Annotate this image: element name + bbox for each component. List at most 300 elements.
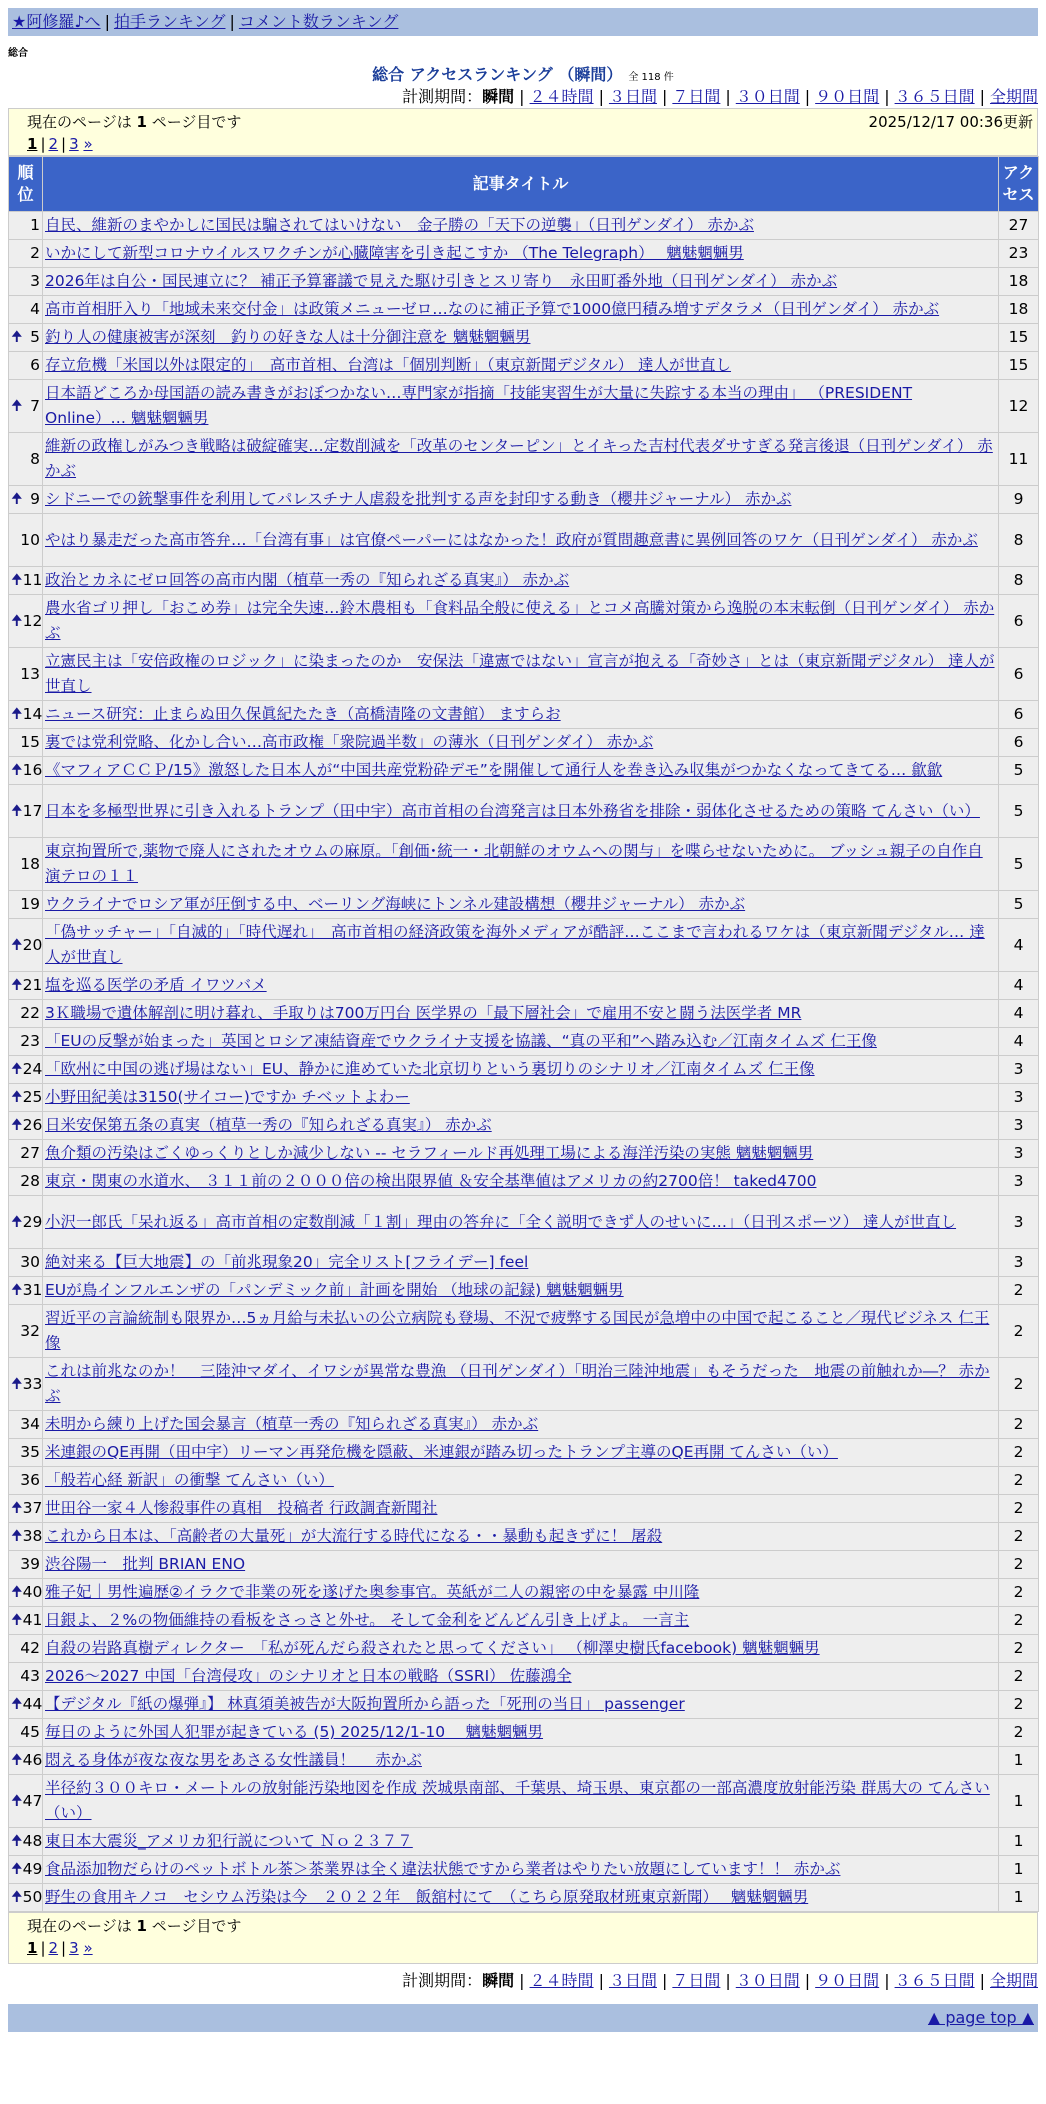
article-link[interactable]: 日本語どころか母国語の読み書きがおぼつかない…専門家が指摘「技能実習生が大量に失踪する本当の理由」 （PRESIDENT Online）… 魑魅魍魎男: [45, 384, 913, 427]
table-row: [9, 1112, 1039, 1140]
rank-up-arrow-icon: 🠉: [11, 1752, 23, 1768]
article-link[interactable]: 渋谷陽一 批判 BRIAN ENO: [45, 1555, 246, 1573]
table-row: [9, 1439, 1039, 1467]
ranking-heading: [0, 64, 1046, 86]
title-cell: [43, 567, 999, 595]
table-row: [9, 1856, 1039, 1884]
page-links: [27, 1937, 1037, 1959]
rank-cell: [9, 1196, 43, 1249]
rank-number: 48: [22, 1832, 43, 1850]
article-link[interactable]: 絶対来る【巨大地震】の「前兆現象20」完全リスト[フライデー] feel: [45, 1253, 529, 1271]
rank-number: 31: [22, 1281, 43, 1299]
article-link[interactable]: 2026〜2027 中国「台湾侵攻」のシナリオと日本の戦略（SSRI） 佐藤鴻全: [45, 1667, 572, 1685]
access-count: 15: [999, 352, 1039, 380]
access-count: 27: [999, 212, 1039, 240]
title-cell: [43, 595, 999, 648]
title-cell: [43, 1084, 999, 1112]
article-link[interactable]: ニュース研究：止まらぬ田久保眞紀たたき（高橋清隆の文書館） ますらお: [45, 705, 561, 723]
table-row: [9, 1196, 1039, 1249]
rank-cell: [9, 1828, 43, 1856]
article-link[interactable]: 半径約３００キロ・メートルの放射能汚染地図を作成 茨城県南部、千葉県、埼玉県、東京都の一部高濃度放射能汚染 群馬大の てんさい（い）: [45, 1779, 990, 1822]
total-count: 全 118 件: [628, 72, 674, 83]
period-selector-bottom: [0, 1970, 1038, 1992]
page-current: 1: [27, 135, 38, 153]
article-link[interactable]: 「EUの反撃が始まった」英国とロシア凍結資産でウクライナ支援を協議、“真の平和”へ踏み込む／江南タイムズ 仁王像: [45, 1032, 877, 1050]
rank-cell: [9, 757, 43, 785]
rank-cell: [9, 1635, 43, 1663]
page-divider: |: [40, 135, 46, 153]
article-link[interactable]: 「偽サッチャー」「自滅的」「時代遅れ」 高市首相の経済政策を海外メディアが酷評…ここまで言われるワケは（東京新聞デジタル… 達人が世直し: [45, 923, 985, 966]
article-link[interactable]: ウクライナでロシア軍が圧倒する中、ベーリング海峡にトンネル建設構想（櫻井ジャーナル） 赤かぶ: [45, 895, 746, 913]
rank-number: 37: [22, 1499, 43, 1517]
current-page-text: [27, 1915, 1037, 1937]
rank-cell: [9, 212, 43, 240]
page-link[interactable]: 3: [69, 1939, 79, 1957]
home-link[interactable]: ★阿修羅♪へ: [12, 12, 101, 31]
current-page-number: 1: [136, 1917, 147, 1935]
rank-number: 9: [30, 490, 40, 508]
title-cell: [43, 1305, 999, 1358]
rank-cell: [9, 919, 43, 972]
rank-up-arrow-icon: 🠉: [11, 1696, 23, 1712]
rank-up-arrow-icon: 🠉: [11, 1612, 23, 1628]
access-count: 2: [999, 1305, 1039, 1358]
article-link[interactable]: 塩を巡る医学の矛盾 イワツバメ: [45, 976, 267, 994]
period-divider: |: [979, 87, 985, 106]
rank-up-arrow-icon: 🠉: [11, 936, 23, 953]
title-cell: [43, 1775, 999, 1828]
ranking-table: [8, 156, 1039, 1912]
access-count: 2: [999, 1277, 1039, 1305]
rank-cell: [9, 729, 43, 757]
article-link[interactable]: 裏では党利党略、化かし合い…高市政権「衆院過半数」の薄氷（日刊ゲンダイ） 赤かぶ: [45, 733, 654, 751]
period-selector-top: [0, 86, 1038, 108]
title-cell: [43, 352, 999, 380]
table-row: [9, 757, 1039, 785]
title-cell: [43, 1495, 999, 1523]
table-row: [9, 1305, 1039, 1358]
period-link[interactable]: ３０日間: [735, 87, 800, 106]
period-link[interactable]: ９０日間: [815, 1971, 880, 1990]
period-link[interactable]: ７日間: [672, 1971, 721, 1990]
rank-cell: [9, 1056, 43, 1084]
rank-cell: [9, 433, 43, 486]
period-link[interactable]: ３０日間: [735, 1971, 800, 1990]
access-header: アクセス: [999, 157, 1039, 212]
access-count: 2: [999, 1495, 1039, 1523]
rank-cell: [9, 701, 43, 729]
rank-number: 40: [22, 1583, 43, 1601]
period-link[interactable]: ３日間: [608, 87, 657, 106]
page-current: 1: [27, 1939, 38, 1957]
rank-up-arrow-icon: 🠉: [11, 1117, 23, 1133]
nav-divider: |: [229, 12, 235, 31]
rank-number: 50: [22, 1888, 43, 1906]
rank-cell: [9, 1523, 43, 1551]
article-link[interactable]: 日米安保第五条の真実（植草一秀の『知られざる真実』） 赤かぶ: [45, 1116, 492, 1134]
rank-number: 4: [30, 300, 40, 318]
table-row: [9, 212, 1039, 240]
article-link[interactable]: 東京拘置所で,薬物で廃人にされたオウムの麻原。「創価･統一・北朝鮮のオウムへの関与」を喋らせないために。 ブッシュ親子の自作自演テロの１１: [45, 842, 983, 885]
access-count: 18: [999, 296, 1039, 324]
rank-cell: [9, 972, 43, 1000]
rank-up-arrow-icon: 🠉: [11, 1584, 23, 1600]
title-cell: [43, 1551, 999, 1579]
article-link[interactable]: 3Ｋ職場で遺体解剖に明け暮れ、手取りは700万円台 医学界の「最下層社会」で雇用不安と闘う法医学者 MR: [45, 1004, 802, 1022]
table-row: [9, 1828, 1039, 1856]
rank-number: 26: [22, 1116, 43, 1134]
rank-up-arrow-icon: 🠉: [11, 329, 23, 345]
rank-cell: [9, 1495, 43, 1523]
page-link[interactable]: 2: [48, 1939, 59, 1957]
article-link[interactable]: 【デジタル『紙の爆弾』】 林真須美被告が大阪拘置所から語った「死刑の当日」 passenger: [45, 1695, 685, 1713]
access-count: 2: [999, 1551, 1039, 1579]
table-row: [9, 486, 1039, 514]
period-divider: |: [661, 1971, 668, 1990]
article-link[interactable]: 東日本大震災_アメリカ犯行説について Ｎｏ２３７７: [45, 1832, 413, 1850]
rank-number: 1: [30, 216, 40, 234]
period-divider: |: [519, 87, 525, 106]
period-link[interactable]: ３日間: [608, 1971, 657, 1990]
article-link[interactable]: 「般若心経 新訳」の衝撃 てんさい（い）: [45, 1471, 334, 1489]
title-cell: [43, 1168, 999, 1196]
rank-number: 34: [20, 1415, 40, 1433]
table-row: [9, 1056, 1039, 1084]
next-page-link[interactable]: »: [83, 135, 93, 153]
nav-divider: |: [104, 12, 110, 31]
rank-cell: [9, 1719, 43, 1747]
period-divider: |: [519, 1971, 525, 1990]
access-count: 2: [999, 1411, 1039, 1439]
rank-number: 7: [30, 396, 40, 415]
page-links: [27, 133, 1037, 155]
current-page-suffix: ページ目です: [151, 113, 242, 131]
table-row: [9, 1747, 1039, 1775]
title-cell: [43, 1411, 999, 1439]
rank-cell: [9, 514, 43, 567]
page-link[interactable]: 2: [48, 135, 59, 153]
period-link[interactable]: ２４時間: [529, 1971, 594, 1990]
title-cell: [43, 1000, 999, 1028]
access-count: 8: [999, 514, 1039, 567]
title-cell: [43, 1140, 999, 1168]
title-cell: [43, 1358, 999, 1411]
rank-cell: [9, 1747, 43, 1775]
access-count: 5: [999, 891, 1039, 919]
article-link[interactable]: 「欧州に中国の逃げ場はない」EU、静かに進めていた北京切りという裏切りのシナリオ／江南タイムズ 仁王像: [45, 1060, 815, 1078]
table-row: [9, 1775, 1039, 1828]
title-cell: [43, 1112, 999, 1140]
rank-up-arrow-icon: 🠉: [11, 612, 23, 629]
access-count: 4: [999, 919, 1039, 972]
table-row: [9, 919, 1039, 972]
article-link[interactable]: 存立危機「米国以外は限定的」 高市首相、台湾は「個別判断」（東京新聞デジタル） 達人が世直し: [45, 356, 732, 374]
rank-up-arrow-icon: 🠉: [11, 1792, 23, 1809]
title-cell: [43, 1828, 999, 1856]
table-row: [9, 380, 1039, 433]
table-row: [9, 1168, 1039, 1196]
page-divider: |: [61, 1939, 67, 1957]
table-row: [9, 1607, 1039, 1635]
article-link[interactable]: シドニーでの銃撃事件を利用してパレスチナ人虐殺を批判する声を封印する動き（櫻井ジャーナル） 赤かぶ: [45, 490, 792, 508]
rank-cell: [9, 1249, 43, 1277]
rank-cell: [9, 324, 43, 352]
access-count: 3: [999, 1084, 1039, 1112]
table-row: [9, 514, 1039, 567]
access-count: 5: [999, 785, 1039, 838]
article-link[interactable]: 立憲民主は「安倍政権のロジック」に染まったのか 安保法「違憲ではない」宣言が抱える「奇妙さ」とは（東京新聞デジタル） 達人が世直し: [45, 652, 995, 695]
article-link[interactable]: EUが鳥インフルエンザの「パンデミック前」計画を開始 （地球の記録) 魑魅魍魎男: [45, 1281, 624, 1299]
rank-number: 42: [20, 1639, 40, 1657]
title-cell: [43, 212, 999, 240]
rank-number: 8: [30, 449, 40, 468]
rank-cell: [9, 1140, 43, 1168]
rank-number: 19: [20, 895, 40, 913]
rank-cell: [9, 1000, 43, 1028]
rank-cell: [9, 1663, 43, 1691]
table-row: [9, 1579, 1039, 1607]
table-row: [9, 1523, 1039, 1551]
rank-up-arrow-icon: 🠉: [11, 1213, 23, 1230]
comment-ranking-link[interactable]: コメント数ランキング: [238, 12, 399, 31]
rank-cell: [9, 1856, 43, 1884]
rank-number: 15: [20, 733, 40, 751]
access-count: 3: [999, 1196, 1039, 1249]
table-row: [9, 1358, 1039, 1411]
title-cell: [43, 433, 999, 486]
rank-up-arrow-icon: 🠉: [11, 1500, 23, 1516]
title-cell: [43, 486, 999, 514]
article-link[interactable]: 日銀よ、２%の物価維持の看板をさっさと外せ。 そして金利をどんどん引き上げよ。 一言主: [45, 1611, 690, 1629]
period-divider: |: [598, 1971, 604, 1990]
clap-ranking-link[interactable]: 拍手ランキング: [113, 12, 226, 31]
article-link[interactable]: 高市首相肝入り「地域未来交付金」は政策メニューゼロ…なのに補正予算で1000億円積み増すデタラメ（日刊ゲンダイ） 赤かぶ: [45, 300, 940, 318]
access-count: 2: [999, 1663, 1039, 1691]
title-cell: [43, 648, 999, 701]
title-cell: [43, 1196, 999, 1249]
rank-number: 35: [20, 1443, 40, 1461]
access-count: 15: [999, 324, 1039, 352]
access-count: 1: [999, 1856, 1039, 1884]
rank-cell: [9, 1084, 43, 1112]
footer-bar: [8, 2004, 1038, 2032]
article-link[interactable]: 野生の食用キノコ セシウム汚染は今 ２０２２年 飯舘村にて （こちら原発取材班東京新聞） 魑魅魍魎男: [45, 1888, 809, 1906]
access-count: 6: [999, 701, 1039, 729]
period-link[interactable]: 全期間: [989, 87, 1038, 106]
access-count: 8: [999, 567, 1039, 595]
current-page-prefix: 現在のページは: [27, 1917, 132, 1935]
period-link[interactable]: 全期間: [989, 1971, 1038, 1990]
period-divider: |: [979, 1971, 985, 1990]
rank-number: 6: [30, 356, 40, 374]
access-count: 1: [999, 1747, 1039, 1775]
access-count: 11: [999, 433, 1039, 486]
article-link[interactable]: 自民、維新のまやかしに国民は騙されてはいけない 金子勝の「天下の逆襲」（日刊ゲンダイ） 赤かぶ: [45, 216, 754, 234]
period-divider: |: [884, 1971, 890, 1990]
table-row: [9, 1467, 1039, 1495]
rank-up-arrow-icon: 🠉: [11, 397, 23, 414]
rank-cell: [9, 1607, 43, 1635]
article-link[interactable]: 日本を多極型世界に引き入れるトランプ（田中宇）高市首相の台湾発言は日本外務省を排除・弱体化させるための策略 てんさい（い）: [45, 801, 980, 820]
article-link[interactable]: これから日本は、「高齢者の大量死」が大流行する時代になる・・暴動も起きずに！ 屠殺: [45, 1527, 663, 1545]
rank-number: 17: [22, 801, 43, 820]
access-count: 23: [999, 240, 1039, 268]
pager-bottom: [8, 1912, 1038, 1964]
table-row: [9, 1277, 1039, 1305]
rank-cell: [9, 1358, 43, 1411]
article-link[interactable]: 農水省ゴリ押し「おこめ券」は完全失速…鈴木農相も「食料品全般に使える」とコメ高騰対策から逸脱の本末転倒（日刊ゲンダイ） 赤かぶ: [45, 599, 995, 642]
access-count: 1: [999, 1828, 1039, 1856]
period-link[interactable]: ３６５日間: [894, 87, 975, 106]
title-header: 記事タイトル: [43, 157, 999, 212]
rank-number: 41: [22, 1611, 43, 1629]
rank-number: 32: [20, 1321, 40, 1340]
section-label: 総合: [8, 48, 28, 59]
page-top-link[interactable]: ▲ page top ▲: [927, 2008, 1034, 2027]
period-label: 計測期間：: [402, 1971, 483, 1990]
article-link[interactable]: 自殺の岩路真樹ディレクター 「私が死んだら殺されたと思ってください」 （柳澤史樹氏facebook) 魑魅魍魎男: [45, 1639, 820, 1657]
title-cell: [43, 380, 999, 433]
period-divider: |: [804, 1971, 811, 1990]
rank-number: 39: [20, 1555, 40, 1573]
period-divider: |: [725, 87, 731, 106]
title-cell: [43, 838, 999, 891]
rank-cell: [9, 1028, 43, 1056]
table-row: [9, 1884, 1039, 1912]
rank-cell: [9, 1551, 43, 1579]
rank-cell: [9, 595, 43, 648]
article-link[interactable]: 小沢一郎氏「呆れ返る」高市首相の定数削減「１割」理由の答弁に「全く説明できず人のせいに…」（日刊スポーツ） 達人が世直し: [45, 1212, 957, 1231]
access-count: 6: [999, 595, 1039, 648]
article-link[interactable]: 雅子妃｜男性遍歴②イラクで非業の死を遂げた奥参事官。英紙が二人の親密の中を暴露 中川隆: [45, 1583, 700, 1601]
rank-number: 2: [30, 244, 40, 262]
article-link[interactable]: 米連銀のQE再開（田中宇）リーマン再発危機を隠蔽、米連銀が踏み切ったトランプ主導のQE再開 てんさい（い）: [45, 1443, 838, 1461]
title-cell: [43, 972, 999, 1000]
article-link[interactable]: 釣り人の健康被害が深刻 釣りの好きな人は十分御注意を 魑魅魍魎男: [45, 328, 531, 346]
table-row: [9, 838, 1039, 891]
table-row: [9, 972, 1039, 1000]
title-cell: [43, 1056, 999, 1084]
table-row: [9, 324, 1039, 352]
access-count: 2: [999, 1719, 1039, 1747]
rank-cell: [9, 1691, 43, 1719]
table-row: [9, 1663, 1039, 1691]
rank-number: 10: [20, 530, 40, 549]
table-row: [9, 433, 1039, 486]
rank-number: 13: [20, 664, 40, 683]
article-link[interactable]: いかにして新型コロナウイルスワクチンが心臓障害を引き起こすか （The Telegraph） 魑魅魍魎男: [45, 244, 744, 262]
table-row: [9, 1691, 1039, 1719]
page-link[interactable]: 3: [69, 135, 79, 153]
rank-number: 21: [22, 976, 43, 994]
rank-number: 18: [20, 854, 40, 873]
access-count: 5: [999, 838, 1039, 891]
title-cell: [43, 891, 999, 919]
rank-cell: [9, 1112, 43, 1140]
rank-number: 45: [20, 1723, 40, 1741]
current-page-prefix: 現在のページは: [27, 113, 132, 131]
rank-cell: [9, 268, 43, 296]
access-count: 3: [999, 1112, 1039, 1140]
period-label: 計測期間：: [402, 87, 483, 106]
article-link[interactable]: 世田谷一家４人惨殺事件の真相 投稿者 行政調査新聞社: [45, 1499, 438, 1517]
article-link[interactable]: 2026年は自公・国民連立に？ 補正予算審議で見えた駆け引きとスリ寄り 永田町番外地（日刊ゲンダイ） 赤かぶ: [45, 272, 838, 290]
table-row: [9, 1495, 1039, 1523]
table-row: [9, 268, 1039, 296]
rank-number: 24: [22, 1060, 43, 1078]
title-cell: [43, 1607, 999, 1635]
period-link[interactable]: ２４時間: [529, 87, 594, 106]
title-cell: [43, 1249, 999, 1277]
rank-up-arrow-icon: 🠉: [11, 1282, 23, 1298]
rank-up-arrow-icon: 🠉: [11, 1889, 23, 1905]
article-link[interactable]: 魚介類の汚染はごくゆっくりとしか減少しない -- セラフィールド再処理工場による海洋汚染の実態 魑魅魍魎男: [45, 1144, 814, 1162]
article-link[interactable]: これは前兆なのか！ 三陸沖マダイ、イワシが異常な豊漁 （日刊ゲンダイ）「明治三陸沖地震」もそうだった 地震の前触れか―？ 赤かぶ: [45, 1362, 990, 1405]
rank-up-arrow-icon: 🠉: [11, 1375, 23, 1392]
rank-number: 27: [20, 1144, 40, 1162]
article-link[interactable]: 悶える身体が夜な夜な男をあさる女性議員！ 赤かぶ: [45, 1751, 422, 1769]
period-link[interactable]: ７日間: [672, 87, 721, 106]
rank-up-arrow-icon: 🠉: [11, 706, 23, 722]
rank-number: 49: [22, 1860, 43, 1878]
rank-up-arrow-icon: 🠉: [11, 491, 23, 507]
article-link[interactable]: 東京・関東の水道水、 ３１１前の２０００倍の検出限界値 ＆安全基準値はアメリカの約2700倍！ taked4700: [45, 1172, 817, 1190]
rank-up-arrow-icon: 🠉: [11, 1861, 23, 1877]
article-link[interactable]: 習近平の言論統制も限界か…5ヵ月給与未払いの公立病院も登場、不況で疲弊する国民が急増中の中国で起こること／現代ビジネス 仁王像: [45, 1309, 990, 1352]
article-link[interactable]: 未明から練り上げた国会暴言（植草一秀の『知られざる真実』） 赤かぶ: [45, 1415, 539, 1433]
rank-number: 14: [22, 705, 43, 723]
rank-cell: [9, 240, 43, 268]
rank-cell: [9, 1579, 43, 1607]
rank-number: 30: [20, 1253, 40, 1271]
rank-number: 46: [22, 1751, 43, 1769]
period-divider: |: [598, 87, 604, 106]
period-divider: |: [884, 87, 890, 106]
rank-number: 29: [22, 1212, 43, 1231]
title-cell: [43, 1028, 999, 1056]
article-link[interactable]: 維新の政権しがみつき戦略は破綻確実…定数削減を「改革のセンターピン」とイキった吉村代表ダサすぎる発言後退（日刊ゲンダイ） 赤かぶ: [45, 437, 993, 480]
title-cell: [43, 1884, 999, 1912]
rank-up-arrow-icon: 🠉: [11, 572, 23, 588]
access-count: 2: [999, 1635, 1039, 1663]
title-cell: [43, 1439, 999, 1467]
title-cell: [43, 757, 999, 785]
article-link[interactable]: 小野田紀美は3150(サイコー)ですか チベットよわー: [45, 1088, 410, 1106]
access-count: 2: [999, 1467, 1039, 1495]
period-link[interactable]: ３６５日間: [894, 1971, 975, 1990]
title-cell: [43, 1691, 999, 1719]
article-link[interactable]: やはり暴走だった高市答弁…「台湾有事」は官僚ペーパーにはなかった！政府が質問趣意書に異例回答のワケ（日刊ゲンダイ） 赤かぶ: [45, 530, 978, 549]
article-link[interactable]: 政治とカネにゼロ回答の高市内閣（植草一秀の『知られざる真実』） 赤かぶ: [45, 571, 570, 589]
next-page-link[interactable]: »: [83, 1939, 93, 1957]
rank-cell: [9, 1411, 43, 1439]
access-count: 4: [999, 1028, 1039, 1056]
page-divider: |: [61, 135, 67, 153]
rank-number: 43: [20, 1667, 40, 1685]
table-row: [9, 1551, 1039, 1579]
article-link[interactable]: 食品添加物だらけのペットボトル茶＞茶業界は全く違法状態ですから業者はやりたい放題にしています！！ 赤かぶ: [45, 1860, 841, 1878]
rank-number: 25: [22, 1088, 43, 1106]
title-cell: [43, 729, 999, 757]
article-link[interactable]: 毎日のように外国人犯罪が起きている (5) 2025/12/1-10 魑魅魍魎男: [45, 1723, 544, 1741]
access-count: 3: [999, 1056, 1039, 1084]
period-link[interactable]: ９０日間: [815, 87, 880, 106]
access-count: 2: [999, 1523, 1039, 1551]
table-row: [9, 595, 1039, 648]
rank-number: 33: [22, 1374, 43, 1393]
article-link[interactable]: 《マフィアＣＣＰ/15》激怒した日本人が“中国共産党粉砕デモ”を開催して通行人を巻き込み収集がつかなくなってきてる… 歙歙: [45, 761, 943, 779]
table-row: [9, 352, 1039, 380]
